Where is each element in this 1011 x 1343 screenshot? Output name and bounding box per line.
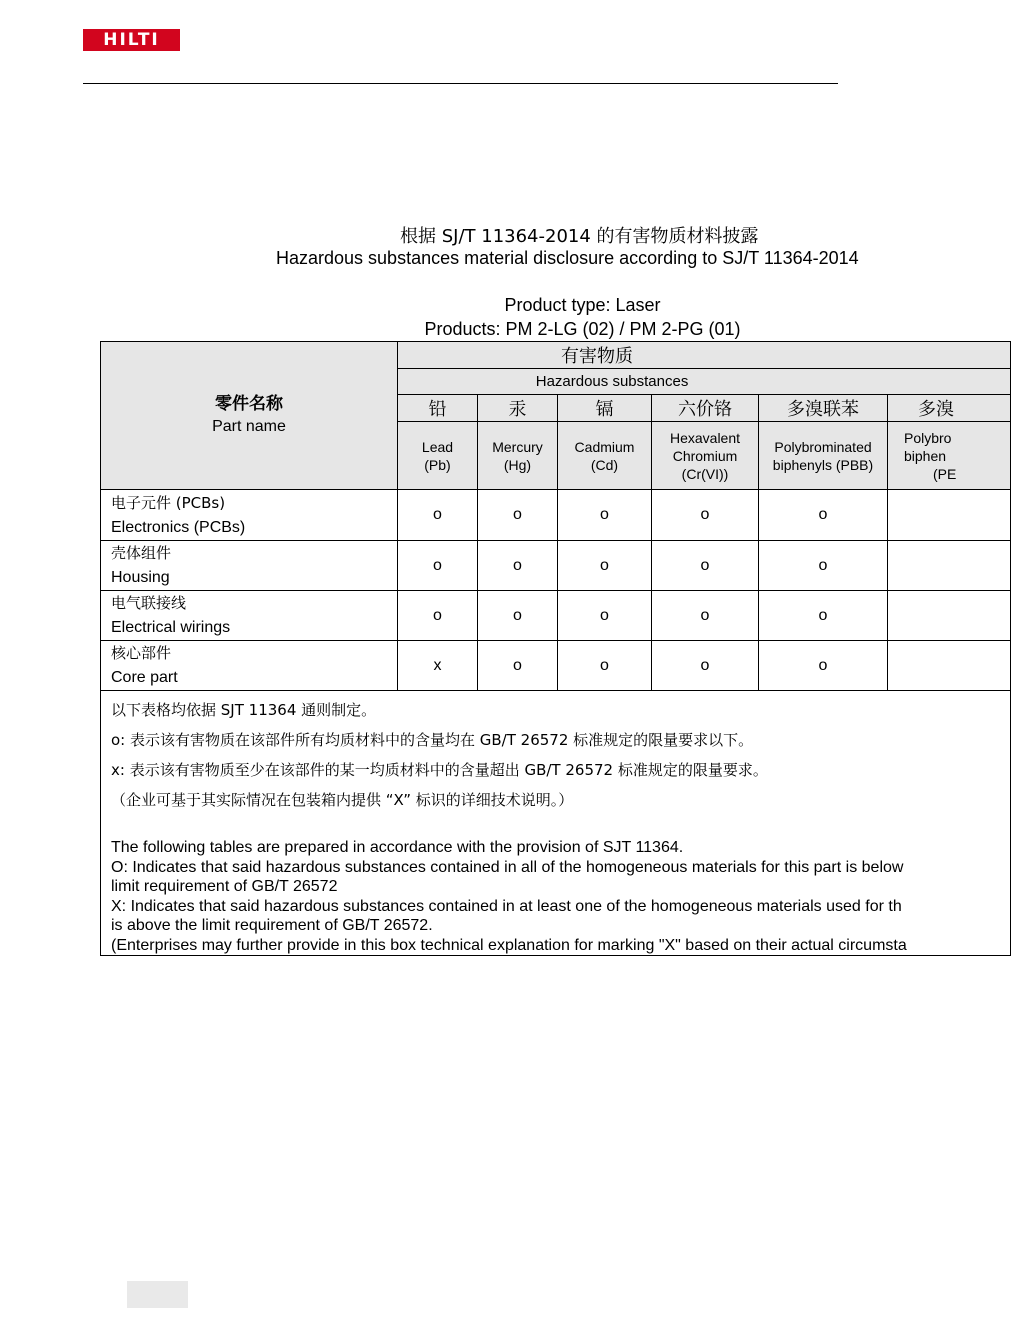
title-english: Hazardous substances material disclosure according to SJ/T 11364-2014 — [276, 248, 859, 268]
note-en-1: O: Indicates that said hazardous substances contained in all of the homogeneous materials for this part is below — [111, 858, 904, 876]
mark-cell — [888, 641, 1011, 691]
substance-en-5: Polybro biphen (PE — [888, 422, 1011, 490]
group-header-en: Hazardous substances — [398, 369, 1011, 395]
mark-cell — [888, 490, 1011, 541]
mark-cell: o — [558, 591, 652, 641]
note-cn-0: 以下表格均依据 SJT 11364 通则制定。 — [111, 701, 377, 719]
row-label: 壳体组件 Housing — [101, 541, 398, 591]
hazardous-substances-table — [100, 341, 1011, 956]
mark-cell: o — [478, 641, 558, 691]
mark-cell: o — [478, 591, 558, 641]
part-name-header — [101, 342, 398, 490]
mark-cell: o — [478, 490, 558, 541]
mark-cell: x — [398, 641, 478, 691]
hilti-logo: HILTI — [83, 29, 180, 51]
table-row — [101, 641, 1011, 691]
mark-cell: o — [478, 541, 558, 591]
part-name-en: Part name — [212, 418, 286, 435]
mark-cell — [888, 541, 1011, 591]
mark-cell: o — [558, 641, 652, 691]
mark-cell: o — [759, 490, 888, 541]
mark-cell: o — [398, 541, 478, 591]
mark-cell: o — [558, 541, 652, 591]
mark-cell: o — [759, 591, 888, 641]
note-en-3: X: Indicates that said hazardous substances contained in at least one of the homogeneous materials used for th — [111, 897, 902, 915]
substance-en-3: Hexavalent Chromium (Cr(VI)) — [652, 422, 759, 490]
mark-cell: o — [398, 591, 478, 641]
substance-cn-2: 镉 — [558, 395, 652, 422]
substance-en-1: Mercury (Hg) — [478, 422, 558, 490]
substance-cn-4: 多溴联苯 — [759, 395, 888, 422]
substance-en-0: Lead (Pb) — [398, 422, 478, 490]
mark-cell: o — [652, 541, 759, 591]
part-name-cn: 零件名称 — [215, 394, 283, 414]
note-cn-2: x: 表示该有害物质至少在该部件的某一均质材料中的含量超出 GB/T 26572 标准规定的限量要求。 — [111, 761, 768, 779]
table-row — [101, 591, 1011, 641]
row-label: 电子元件 (PCBs) Electronics (PCBs) — [101, 490, 398, 541]
substance-en-2: Cadmium (Cd) — [558, 422, 652, 490]
substance-cn-3: 六价铬 — [652, 395, 759, 422]
table-row — [101, 541, 1011, 591]
note-en-5: (Enterprises may further provide in this box technical explanation for marking "X" based on their actual circumsta — [111, 936, 907, 954]
mark-cell — [888, 591, 1011, 641]
table-notes — [101, 691, 1011, 956]
title-chinese: 根据 SJ/T 11364-2014 的有害物质材料披露 — [400, 226, 759, 247]
row-label: 核心部件 Core part — [101, 641, 398, 691]
substance-cn-5: 多溴 — [888, 395, 1011, 422]
mark-cell: o — [652, 490, 759, 541]
substance-cn-1: 汞 — [478, 395, 558, 422]
header-rule — [83, 83, 838, 84]
mark-cell: o — [652, 641, 759, 691]
note-en-0: The following tables are prepared in accordance with the provision of SJT 11364. — [111, 839, 684, 856]
mark-cell: o — [759, 541, 888, 591]
products-line: Products: PM 2-LG (02) / PM 2-PG (01) — [424, 319, 741, 339]
substance-en-4: Polybrominated biphenyls (PBB) — [759, 422, 888, 490]
mark-cell: o — [652, 591, 759, 641]
mark-cell: o — [558, 490, 652, 541]
product-type: Product type: Laser — [504, 295, 661, 315]
group-header-cn: 有害物质 — [398, 342, 1011, 369]
row-label: 电气联接线 Electrical wirings — [101, 591, 398, 641]
mark-cell: o — [398, 490, 478, 541]
substance-cn-0: 铅 — [398, 395, 478, 422]
disclosure-table-container — [100, 341, 957, 954]
table-row — [101, 490, 1011, 541]
page-number-box — [127, 1281, 188, 1308]
note-cn-1: o: 表示该有害物质在该部件所有均质材料中的含量均在 GB/T 26572 标准规定的限量要求以下。 — [111, 731, 754, 749]
mark-cell: o — [759, 641, 888, 691]
note-en-2: limit requirement of GB/T 26572 — [111, 878, 338, 895]
note-cn-3: （企业可基于其实际情况在包装箱内提供 “X” 标识的详细技术说明。） — [111, 791, 574, 809]
note-en-4: is above the limit requirement of GB/T 26572. — [111, 917, 433, 934]
